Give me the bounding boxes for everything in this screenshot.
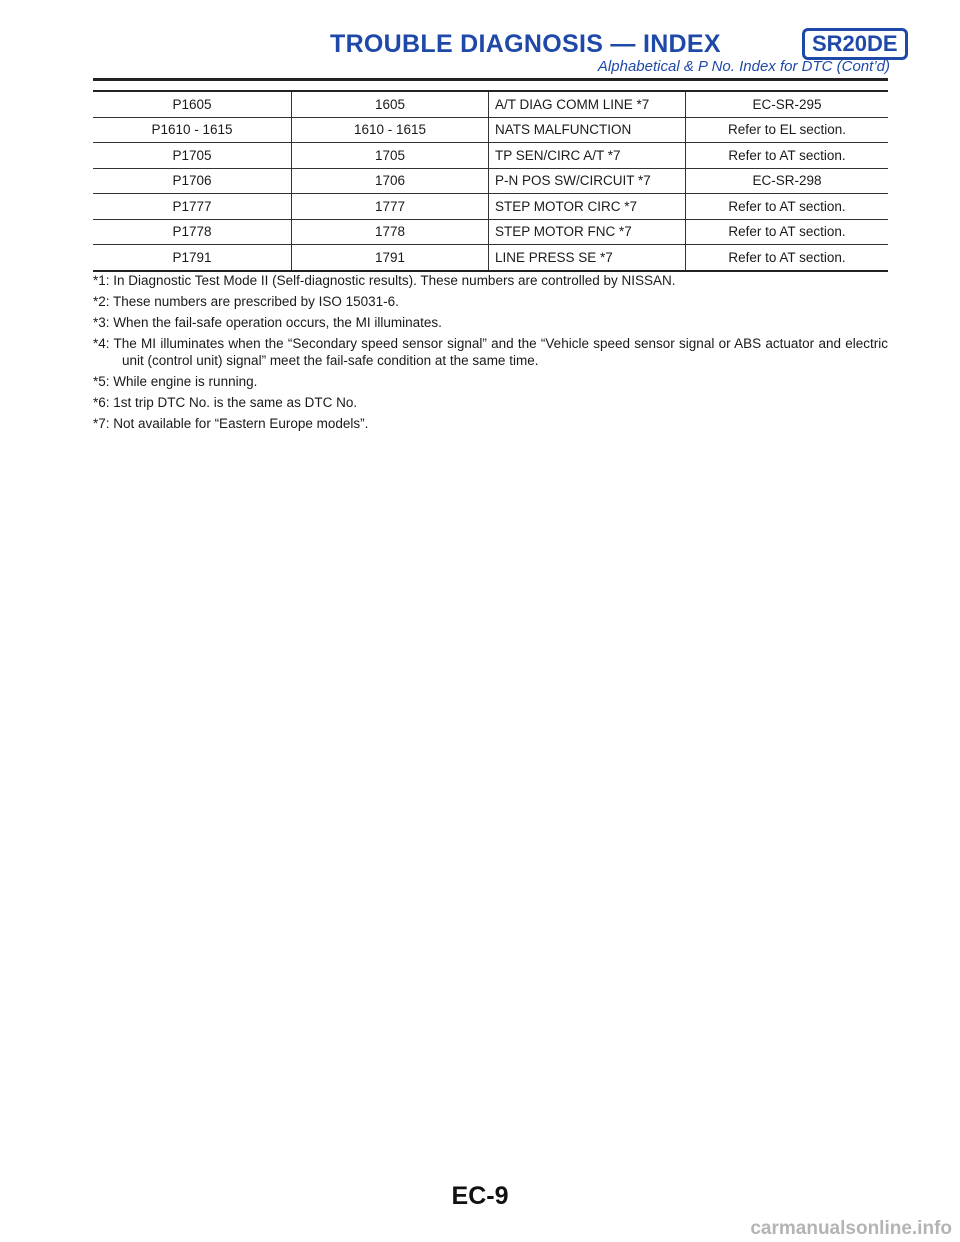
- dtc-item-cell: NATS MALFUNCTION: [489, 117, 686, 143]
- dtc-item-cell: STEP MOTOR FNC *7: [489, 219, 686, 245]
- dtc-reference-cell: EC-SR-295: [686, 91, 889, 117]
- page-number: EC-9: [451, 1182, 509, 1210]
- dtc-item-cell: STEP MOTOR CIRC *7: [489, 194, 686, 220]
- site-watermark: carmanualsonline.info: [750, 1218, 952, 1239]
- dtc-item-cell: P-N POS SW/CIRCUIT *7: [489, 168, 686, 194]
- footnote: *7: Not available for “Eastern Europe models”.: [93, 416, 369, 431]
- page-subtitle: Alphabetical & P No. Index for DTC (Cont’d): [597, 58, 890, 75]
- dtc-code-cell: P1706: [93, 168, 292, 194]
- dtc-number-cell: 1705: [292, 143, 489, 169]
- page-header: [0, 0, 960, 90]
- header-divider: [93, 78, 888, 81]
- dtc-code-cell: P1705: [93, 143, 292, 169]
- dtc-code-cell: P1777: [93, 194, 292, 220]
- dtc-number-cell: 1610 - 1615: [292, 117, 489, 143]
- page-title: TROUBLE DIAGNOSIS — INDEX: [330, 30, 721, 58]
- table-row: [93, 91, 888, 117]
- dtc-reference-cell: Refer to AT section.: [686, 245, 889, 271]
- dtc-item-cell: TP SEN/CIRC A/T *7: [489, 143, 686, 169]
- dtc-number-cell: 1777: [292, 194, 489, 220]
- table-row: [93, 143, 888, 169]
- dtc-code-cell: P1605: [93, 91, 292, 117]
- table-row: [93, 117, 888, 143]
- footnote: *3: When the fail-safe operation occurs, the MI illuminates.: [93, 315, 442, 330]
- footnote: *6: 1st trip DTC No. is the same as DTC No.: [93, 395, 358, 410]
- footnote: *1: In Diagnostic Test Mode II (Self-diagnostic results). These numbers are controlled by NISSAN.: [93, 273, 676, 288]
- table-row: [93, 194, 888, 220]
- dtc-item-cell: LINE PRESS SE *7: [489, 245, 686, 271]
- table-row: [93, 245, 888, 271]
- dtc-code-cell: P1778: [93, 219, 292, 245]
- dtc-item-cell: A/T DIAG COMM LINE *7: [489, 91, 686, 117]
- dtc-index-table: [93, 90, 888, 272]
- footnote: *5: While engine is running.: [93, 374, 258, 389]
- dtc-number-cell: 1778: [292, 219, 489, 245]
- table-row: [93, 219, 888, 245]
- footnote: *2: These numbers are prescribed by ISO 15031-6.: [93, 294, 399, 309]
- table-row: [93, 168, 888, 194]
- dtc-code-cell: P1610 - 1615: [93, 117, 292, 143]
- footnotes: [93, 272, 888, 436]
- footnote: *4: The MI illuminates when the “Secondary speed sensor signal” and the “Vehicle speed sensor signal or ABS actuator and electric unit (control unit) signal” meet the fail-safe condition at the same time.: [93, 336, 888, 368]
- dtc-reference-cell: Refer to AT section.: [686, 219, 889, 245]
- dtc-number-cell: 1706: [292, 168, 489, 194]
- dtc-number-cell: 1605: [292, 91, 489, 117]
- dtc-number-cell: 1791: [292, 245, 489, 271]
- dtc-reference-cell: EC-SR-298: [686, 168, 889, 194]
- model-badge: SR20DE: [802, 28, 908, 60]
- dtc-reference-cell: Refer to EL section.: [686, 117, 889, 143]
- dtc-code-cell: P1791: [93, 245, 292, 271]
- dtc-reference-cell: Refer to AT section.: [686, 194, 889, 220]
- dtc-reference-cell: Refer to AT section.: [686, 143, 889, 169]
